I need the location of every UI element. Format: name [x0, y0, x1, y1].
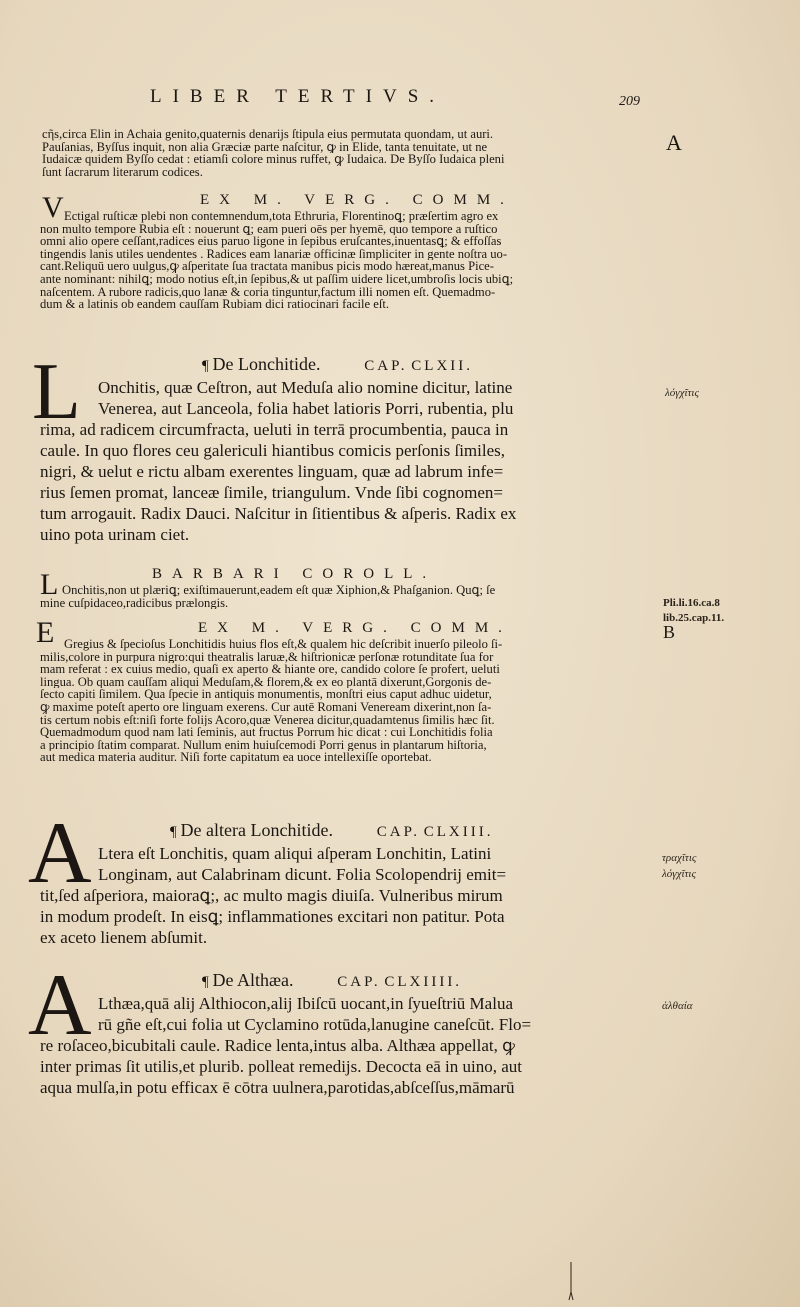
chapter-title: De Lonchitide.: [212, 354, 321, 374]
text-line: in modum prodeſt. In eisꝗ; inflammationes excitari non patitur. Pota: [40, 907, 505, 926]
pilcrow-icon: ¶: [202, 974, 209, 990]
barbari-text: [40, 584, 640, 609]
margin-letter-b: B: [663, 622, 676, 642]
text-line: tit,ſed aſperiora, maioraꝗ;, ac multo magis diuiſa. Vulneribus mirum: [40, 886, 503, 905]
section-subheading: EX M. VERG. COMM.: [198, 620, 512, 636]
text-line: caule. In quo flores ceu galericuli hiantibus comicis perſonis ſimiles,: [40, 441, 506, 460]
text-line: Ltera eſt Lonchitis, quam aliqui aſperam Lonchitin, Latini: [98, 844, 492, 863]
drop-initial-a: A: [28, 805, 92, 902]
text-line: re roſaceo,bicubitali caule. Radice lenta,intus alba. Althæa appellat, ꝙ: [40, 1036, 515, 1055]
text-line: Pauſanias, Byſſus inquit, non alia Græciæ parte naſcitur, ꝙ in Elide, tanta tenuitate, ut ne: [42, 140, 488, 154]
chapter164-text: [40, 993, 640, 1098]
text-line: ante nominant: nihilꝗ; modo notius eſt,in ſepibus,& ut paſſim uidere licet,umbroſis locis ubiꝗ;: [40, 272, 514, 286]
pilcrow-icon: ¶: [202, 358, 209, 374]
cap-number: CLXIIII.: [384, 974, 463, 990]
margin-letter-a: A: [666, 130, 682, 155]
chapter-heading: [170, 820, 494, 841]
drop-initial-l: L: [32, 348, 81, 436]
text-line: inter primas ſit utilis,et plurib. polleat remedijs. Decocta eā in uino, aut: [40, 1057, 523, 1076]
text-line: milis,colore in purpura nigro:qui theatralis laruæ,& hiſtrionicæ perſonæ rotunditate ſua for: [40, 650, 494, 664]
cap-number: CLXII.: [411, 358, 474, 374]
running-title: LIBER TERTIVS.: [150, 86, 446, 107]
drop-initial-a: A: [28, 957, 92, 1054]
text-line: aqua mulſa,in potu efficax ē cōtra uulnera,parotidas,abſceſſus,māmarū: [40, 1078, 515, 1097]
chapter-heading: [202, 970, 462, 991]
cap-number: CLXIII.: [423, 824, 494, 840]
text-line: Onchitis, quæ Ceſtron, aut Meduſa alio nomine dicitur, latine: [98, 378, 513, 397]
folio-number: 209: [619, 94, 640, 109]
text-line: Venerea, aut Lanceola, folia habet latioris Porri, rubentia, plu: [98, 399, 514, 418]
chapter-heading: [202, 354, 473, 375]
text-line: ſecto capiti ſimilem. Qua ſpecie in antiquis monumentis, monſtri eius caput adhuc uidetur,: [40, 688, 492, 701]
section2-text: [40, 638, 640, 764]
text-line: Lthæa,quā alij Althiocon,alij Ibiſcū uocant,in ſyueſtriū Malua: [98, 994, 513, 1013]
margin-reference: lib.25.cap.11.: [663, 612, 725, 624]
chapter-title: De Althæa.: [212, 970, 294, 990]
section1-text: [40, 210, 640, 311]
text-line: nigri, & uelut e rictu albam exerentes linguam, quæ ad labrum infe=: [40, 462, 504, 481]
drop-initial-e: E: [36, 616, 55, 649]
text-line: Longinam, aut Calabrinam dicunt. Folia Scolopendrij emit=: [98, 865, 507, 884]
pilcrow-icon: ¶: [170, 824, 177, 840]
text-line: mam referat : ex cuius medio, quaſi ex aperto & hiante ore, candido colore ſe profert, ueluti: [40, 663, 500, 676]
cap-label: CAP.: [337, 974, 381, 990]
section-subheading: EX M. VERG. COMM.: [200, 192, 514, 208]
text-line: ſunt ſacrarum literarum codices.: [42, 165, 203, 179]
text-line: tis certum nobis eſt:niſi forte folijs Acoro,quæ Venerea dicitur,quadamtenus ſimilis hæc ſit.: [40, 713, 495, 727]
text-line: tingendis lanis utiles uendentes . Radices eam lanariæ officinæ ſimpliciter in gente noſtra uo-: [40, 247, 508, 261]
cap-label: CAP.: [364, 358, 408, 374]
text-line: lingua. Ob quam cauſſam aliqui Meduſam,& florem,& ex eo plantā dixerunt,Gorgonis de-: [40, 675, 492, 689]
margin-reference: Pli.li.16.ca.8: [663, 597, 720, 609]
margin-greek: ἀλθαία: [662, 1000, 693, 1012]
text-line: non multo tempore Rubia eſt : nouerunt ꝗ; eam pueri oēs per hyemē, quo tempore a ruſtico: [40, 222, 498, 236]
text-line: omni alio opere ceſſant,radices eius paruo ligone in ſepibus eruſcantes,inuentasꝗ; & effoſſas: [40, 235, 502, 248]
text-line: Iudaicæ quidem Byſſo cedat : etiamſi colore minus ruffet, ꝙ Iudaica. De Byſſo Iudaica pleni: [42, 153, 505, 166]
margin-greek: τραχῖτις λόγχῖτις: [662, 852, 697, 880]
text-line: aut medica materia auditur. Niſi forte capitatum ea uoce intellexiſſe oportebat.: [40, 751, 432, 764]
text-line: ꝙ maxime poteſt aperto ore linguam exerens. Cur autē Romani Veneream dixerint,non ſa-: [40, 700, 492, 714]
chapter-title: De altera Lonchitide.: [180, 820, 333, 840]
text-line: dum & a latinis ob eandem cauſſam Rubiam dici ratiocinari facile eſt.: [40, 298, 390, 311]
text-line: rima, ad radicem circumfracta, ueluti in terrā procumbentia, pauca in: [40, 420, 509, 439]
text-line: uino pota urinam ciet.: [40, 525, 190, 544]
text-line: cant.Reliquū uero uulgus,ꝙ aſperitate ſua tractata manibus picis modo hæreat,manus Pice-: [40, 260, 494, 273]
text-line: tum arrogauit. Radix Dauci. Naſcitur in ſitientibus & aſperis. Radix ex: [40, 504, 517, 523]
text-line: a principio ſtatim comparat. Nullum enim huiuſcemodi Porri genus in plantarum hiſtoria,: [40, 738, 487, 752]
text-line: rū gñe eſt,cui folia ut Cyclamino rotūda,lanugine caneſcūt. Flo=: [98, 1015, 532, 1034]
text-line: rius ſemen promat, lanceæ ſimile, triangulum. Vnde ſibi cognomen=: [40, 483, 503, 502]
top-paragraph: [42, 128, 642, 178]
text-line: Quemadmodum quod nam lati ſeminis, aut fructus Porrum hic dicat : cui Lonchitidis folia: [40, 726, 493, 739]
text-line: mine cuſpidaceo,radicibus prælongis.: [40, 596, 229, 610]
margin-greek: λόγχῖτις: [665, 387, 699, 399]
text-line: Ectigal ruſticæ plebi non contemnendum,tota Ethruria, Florentinoꝗ; præſertim agro ex: [64, 210, 499, 223]
drop-initial-v: V: [42, 191, 64, 224]
chapter163-text: [40, 843, 640, 948]
chapter162-text: [40, 377, 640, 545]
running-header: [150, 86, 640, 116]
drop-initial-l-small: L: [40, 568, 59, 601]
cap-label: CAP.: [376, 824, 421, 840]
text-line: Gregius & ſpecioſus Lonchitidis huius flos eſt,& qualem hic deſcribit inuerſo pileolo ſi-: [64, 638, 503, 651]
text-line: ex aceto lienem abſumit.: [40, 928, 208, 947]
ink-mark-icon: [568, 1262, 574, 1302]
text-line: naſcentem. A rubore radicis,quo lanæ & coria tinguntur,factum illi nomen eſt. Quemadmo-: [40, 285, 496, 299]
text-line: cῆs,circa Elin in Achaia genito,quaternis denarijs ſtipula eius permutata quondam, ut auri.: [42, 128, 494, 141]
barbari-subheading: BARBARI COROLL.: [152, 566, 437, 582]
text-line: Onchitis,non ut plæriꝗ; exiſtimauerunt,eadem eſt quæ Xiphion,& Phaſganion. Quꝗ; ſe: [62, 584, 496, 597]
